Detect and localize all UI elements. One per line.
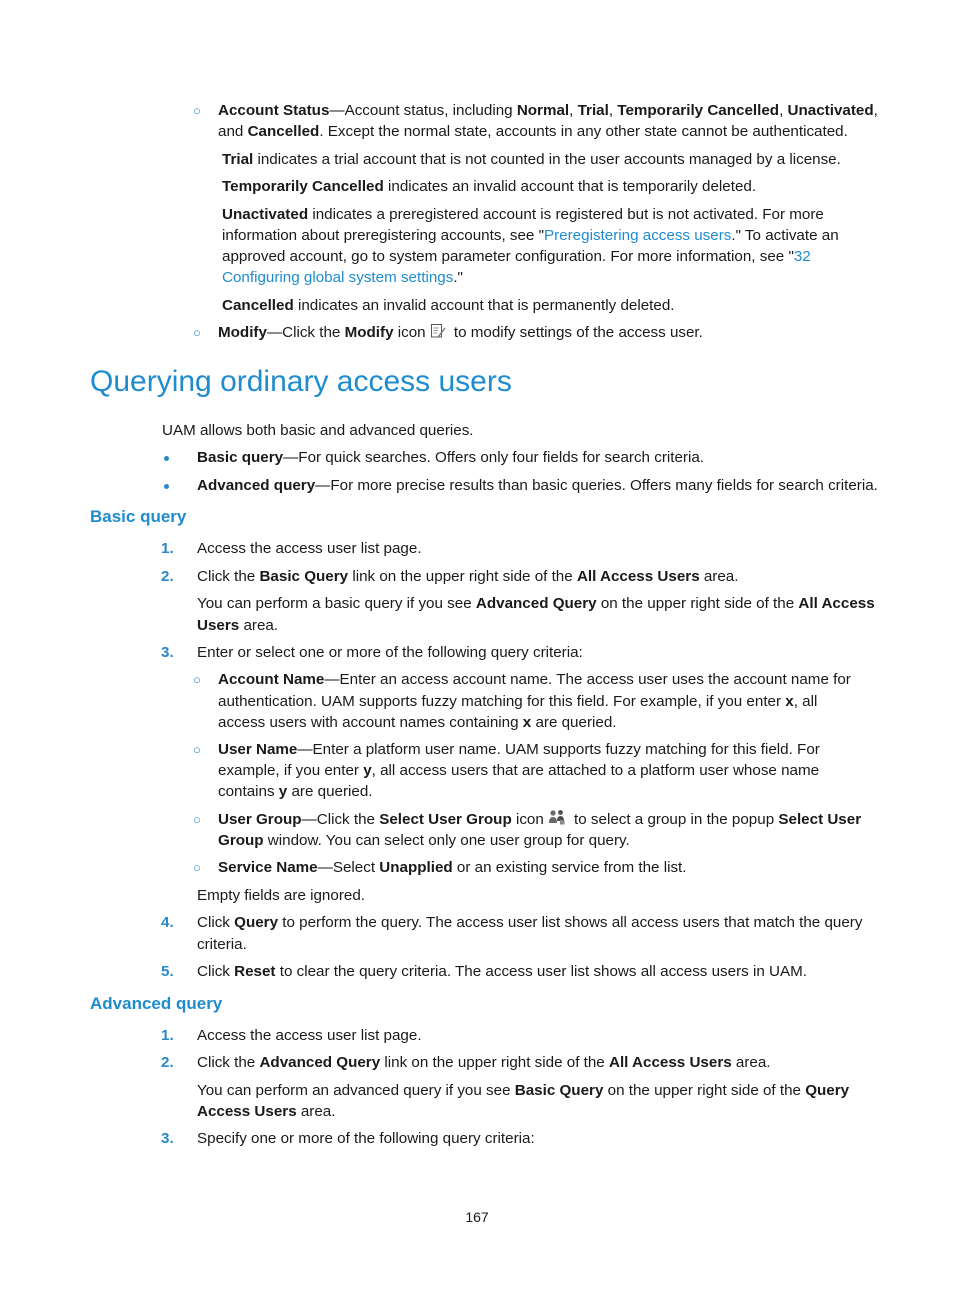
term: Account Status (218, 102, 330, 119)
text: example, if you enter (218, 762, 364, 779)
term: User Name (218, 741, 298, 758)
text: area. (731, 1054, 771, 1071)
step-number: 1. (161, 540, 174, 557)
text: You can perform a basic query if you see (197, 595, 476, 612)
text: area. (699, 568, 739, 585)
text: icon (393, 324, 426, 341)
basic-step-3: Enter or select one or more of the following query criteria: (197, 644, 583, 661)
user-group-line-2 (218, 830, 630, 851)
text: Click (197, 914, 235, 931)
text: . Except the normal state, accounts in any other state cannot be authenticated. (319, 123, 848, 140)
global-settings-link[interactable]: 32 (793, 248, 811, 265)
advanced-step-2 (197, 1052, 771, 1073)
term: Unactivated (787, 102, 874, 119)
text: icon (511, 811, 544, 828)
text: link on the upper right side of the (380, 1054, 609, 1071)
user-name-line-1 (218, 739, 820, 760)
section-heading: Querying ordinary access users (90, 365, 512, 398)
text: —Select (317, 859, 380, 876)
basic-step-4 (197, 912, 862, 933)
bullet-advanced-query (197, 475, 878, 496)
page-number: 167 (465, 1209, 489, 1225)
text: to perform the query. The access user list shows all access users that match the query (278, 914, 863, 931)
term: Users (197, 617, 240, 634)
bullet-dot (164, 456, 169, 461)
text: , (779, 102, 788, 119)
advanced-step-3: Specify one or more of the following query criteria: (197, 1130, 535, 1147)
account-name-line-3 (218, 712, 617, 733)
account-name-line-1 (218, 669, 851, 690)
modify-line (218, 322, 703, 345)
account-status-line-1 (218, 100, 878, 121)
advanced-query-heading: Advanced query (90, 994, 223, 1013)
user-name-line-2 (218, 760, 819, 781)
text: approved account, go to system parameter configuration. For more information, see " (222, 248, 794, 265)
user-group-icon (548, 809, 566, 832)
text: —For more precise results than basic queries. Offers many fields for search criteria. (315, 477, 878, 494)
term: Select User (778, 811, 862, 828)
user-group-line-1 (218, 809, 861, 832)
text: indicates a preregistered account is registered but is not activated. For more (308, 206, 824, 223)
step-number: 2. (161, 1054, 174, 1071)
basic-step-4-cont: criteria. (197, 936, 247, 953)
term: x (785, 693, 794, 710)
text: access users with account names containing (218, 714, 523, 731)
term: Query (234, 914, 279, 931)
sub-bullet: ○ (193, 672, 201, 687)
preregistering-link[interactable]: Preregistering access users (543, 227, 732, 244)
step-number: 3. (161, 1130, 174, 1147)
term: Unapplied (379, 859, 453, 876)
basic-step-2 (197, 566, 738, 587)
text: and (218, 123, 248, 140)
text: or an existing service from the list. (452, 859, 687, 876)
text: indicates an invalid account that is permanently deleted. (293, 297, 675, 314)
text: are queried. (531, 714, 617, 731)
text: area. (239, 617, 279, 634)
text: information about preregistering accounts, see " (222, 227, 544, 244)
term: Modify (218, 324, 267, 341)
term: Basic query (197, 449, 284, 466)
cancelled-description (222, 295, 675, 316)
account-name-line-2 (218, 691, 817, 712)
term: Account Name (218, 671, 325, 688)
text: link on the upper right side of the (348, 568, 577, 585)
text: , all (793, 693, 818, 710)
term: Advanced Query (475, 595, 597, 612)
sub-bullet: ○ (193, 742, 201, 757)
service-name-line (218, 857, 687, 878)
basic-step-2-note-2 (197, 615, 278, 636)
term: y (363, 762, 372, 779)
term: Access Users (197, 1103, 297, 1120)
edit-icon (430, 323, 446, 345)
text: authentication. UAM supports fuzzy matching for this field. For example, if you enter (218, 693, 786, 710)
text: You can perform an advanced query if you see (197, 1082, 515, 1099)
bullet-basic-query (197, 447, 704, 468)
term: All Access (798, 595, 875, 612)
unactivated-line-4 (222, 267, 463, 288)
text: —Enter an access account name. The access user uses the account name for (324, 671, 851, 688)
text: area. (296, 1103, 336, 1120)
text: window. You can select only one user group for query. (263, 832, 630, 849)
text: , all access users that are attached to a platform user whose name (371, 762, 820, 779)
unactivated-line-3 (222, 246, 811, 267)
term: Query (805, 1082, 850, 1099)
advanced-step-2-note-1 (197, 1080, 849, 1101)
step-number: 1. (161, 1027, 174, 1044)
term: Cancelled (247, 123, 320, 140)
text: indicates a trial account that is not counted in the user accounts managed by a license. (253, 151, 841, 168)
user-name-line-3 (218, 781, 373, 802)
term: All Access Users (608, 1054, 732, 1071)
basic-query-heading: Basic query (90, 507, 187, 526)
advanced-step-1: Access the access user list page. (197, 1027, 422, 1044)
text: —Account status, including (329, 102, 517, 119)
unactivated-line-2 (222, 225, 839, 246)
text: , (608, 102, 618, 119)
sub-bullet: ○ (193, 325, 201, 340)
text: to modify settings of the access user. (449, 324, 703, 341)
global-settings-link[interactable]: Configuring global system settings (222, 269, 454, 286)
advanced-step-2-note-2 (197, 1101, 335, 1122)
text: Click the (197, 1054, 260, 1071)
text: —Click the (301, 811, 380, 828)
term: Service Name (218, 859, 318, 876)
basic-step-2-note-1 (197, 593, 875, 614)
step-number: 2. (161, 568, 174, 585)
term: Normal (516, 102, 570, 119)
trial-description (222, 149, 841, 170)
text: —Enter a platform user name. UAM supports fuzzy matching for this field. For (297, 741, 820, 758)
term: Unactivated (222, 206, 309, 223)
text: are queried. (287, 783, 373, 800)
term: Select User Group (379, 811, 512, 828)
term: Advanced query (197, 477, 316, 494)
term: User Group (218, 811, 302, 828)
text: —Click the (266, 324, 345, 341)
term: Basic Query (259, 568, 349, 585)
account-status-line-2 (218, 121, 848, 142)
text: Click the (197, 568, 260, 585)
basic-step-5 (197, 961, 807, 982)
unactivated-line-1 (222, 204, 824, 225)
text: indicates an invalid account that is temporarily deleted. (383, 178, 757, 195)
term: y (278, 783, 288, 800)
text: ." (453, 269, 463, 286)
term: Temporarily Cancelled (617, 102, 780, 119)
text: on the upper right side of the (596, 595, 799, 612)
sub-bullet: ○ (193, 812, 201, 827)
term: Trial (222, 151, 254, 168)
sub-bullet: ○ (193, 103, 201, 118)
text: to select a group in the popup (569, 811, 779, 828)
intro-text: UAM allows both basic and advanced queries. (162, 422, 474, 439)
text: ." To activate an (731, 227, 839, 244)
text: , (569, 102, 578, 119)
text: to clear the query criteria. The access user list shows all access users in UAM. (275, 963, 807, 980)
term: Trial (577, 102, 609, 119)
text: —For quick searches. Offers only four fields for search criteria. (283, 449, 705, 466)
temp-cancelled-description (222, 176, 756, 197)
sub-bullet: ○ (193, 860, 201, 875)
text: , (873, 102, 878, 119)
term: Modify (344, 324, 394, 341)
empty-fields-note: Empty fields are ignored. (197, 887, 365, 904)
step-number: 4. (161, 914, 174, 931)
step-number: 5. (161, 963, 174, 980)
term: All Access Users (576, 568, 700, 585)
basic-step-1: Access the access user list page. (197, 540, 422, 557)
text: on the upper right side of the (603, 1082, 806, 1099)
term: Advanced Query (259, 1054, 381, 1071)
step-number: 3. (161, 644, 174, 661)
text: Click (197, 963, 235, 980)
text: contains (218, 783, 279, 800)
bullet-dot (164, 484, 169, 489)
term: Temporarily Cancelled (222, 178, 384, 195)
term: Basic Query (514, 1082, 604, 1099)
term: x (522, 714, 532, 731)
term: Group (218, 832, 264, 849)
term: Cancelled (222, 297, 294, 314)
term: Reset (234, 963, 276, 980)
